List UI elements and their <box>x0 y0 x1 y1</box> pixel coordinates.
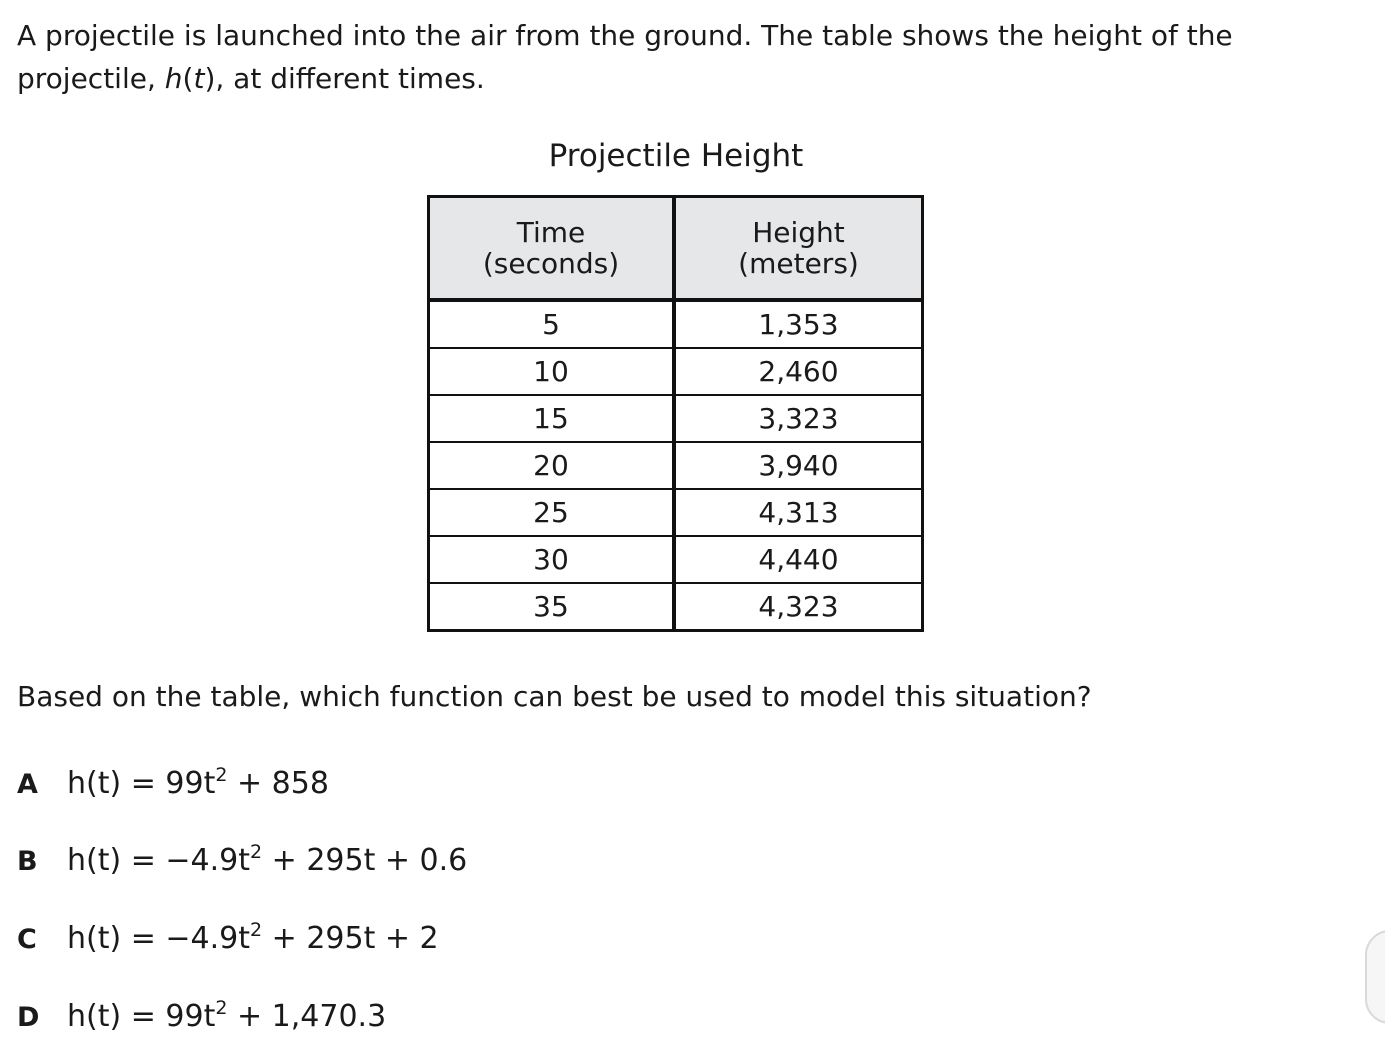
height-cell: 1,353 <box>674 300 923 348</box>
time-cell: 5 <box>429 300 675 348</box>
equation-rest: + 858 <box>227 766 329 801</box>
height-cell: 4,313 <box>674 489 923 536</box>
table-row <box>429 536 923 583</box>
equation-lhs: h(t) = 99t <box>67 766 216 801</box>
choice-equation <box>67 921 439 956</box>
choice-letter: D <box>17 1002 40 1033</box>
equation-rest: + 1,470.3 <box>227 999 387 1034</box>
choice-b[interactable] <box>17 843 467 883</box>
table-row <box>429 395 923 442</box>
height-cell: 4,440 <box>674 536 923 583</box>
table-row <box>429 583 923 631</box>
header-height-label: Height <box>752 216 845 249</box>
choice-equation <box>67 843 467 878</box>
function-open-paren: ( <box>182 62 194 95</box>
table-row <box>429 300 923 348</box>
function-variable-t: t <box>193 62 205 95</box>
choice-equation <box>67 999 386 1034</box>
equation-exponent: 2 <box>215 997 228 1019</box>
height-cell: 3,323 <box>674 395 923 442</box>
header-time-label: Time <box>516 216 586 249</box>
header-time-unit: (seconds) <box>482 247 620 280</box>
choice-equation <box>67 766 329 801</box>
choice-d[interactable] <box>17 999 386 1039</box>
time-cell: 30 <box>429 536 675 583</box>
equation-lhs: h(t) = 99t <box>67 999 216 1034</box>
equation-lhs: h(t) = −4.9t <box>67 921 251 956</box>
height-cell: 3,940 <box>674 442 923 489</box>
time-cell: 10 <box>429 348 675 395</box>
intro-line-1: A projectile is launched into the air from the ground. The table shows the height of the <box>17 19 1233 52</box>
table-header-row <box>429 197 923 301</box>
header-height-unit: (meters) <box>738 247 859 280</box>
equation-exponent: 2 <box>250 919 263 941</box>
table-row <box>429 442 923 489</box>
time-cell: 20 <box>429 442 675 489</box>
function-name-h: h <box>164 62 183 95</box>
choice-letter: C <box>17 924 37 955</box>
height-cell: 2,460 <box>674 348 923 395</box>
choice-letter: A <box>17 769 38 800</box>
time-cell: 25 <box>429 489 675 536</box>
equation-exponent: 2 <box>250 841 263 863</box>
table-row <box>429 489 923 536</box>
scroll-handle[interactable] <box>1365 930 1385 1024</box>
function-close-paren: ) <box>204 62 216 95</box>
height-cell: 4,323 <box>674 583 923 631</box>
equation-rest: + 295t + 0.6 <box>262 843 468 878</box>
choice-letter: B <box>17 846 38 877</box>
time-cell: 35 <box>429 583 675 631</box>
problem-intro <box>17 14 1347 100</box>
table-title: Projectile Height <box>548 138 804 174</box>
intro-line-2-post: , at different times. <box>215 62 485 95</box>
choice-c[interactable] <box>17 921 439 961</box>
projectile-height-table <box>427 195 924 632</box>
choice-a[interactable] <box>17 766 329 806</box>
equation-lhs: h(t) = −4.9t <box>67 843 251 878</box>
time-cell: 15 <box>429 395 675 442</box>
header-time <box>429 197 675 301</box>
table-row <box>429 348 923 395</box>
question-prompt: Based on the table, which function can best be used to model this situation? <box>17 680 1092 713</box>
intro-line-2-pre: projectile, <box>17 62 165 95</box>
equation-exponent: 2 <box>215 764 228 786</box>
header-height <box>674 197 923 301</box>
equation-rest: + 295t + 2 <box>262 921 439 956</box>
